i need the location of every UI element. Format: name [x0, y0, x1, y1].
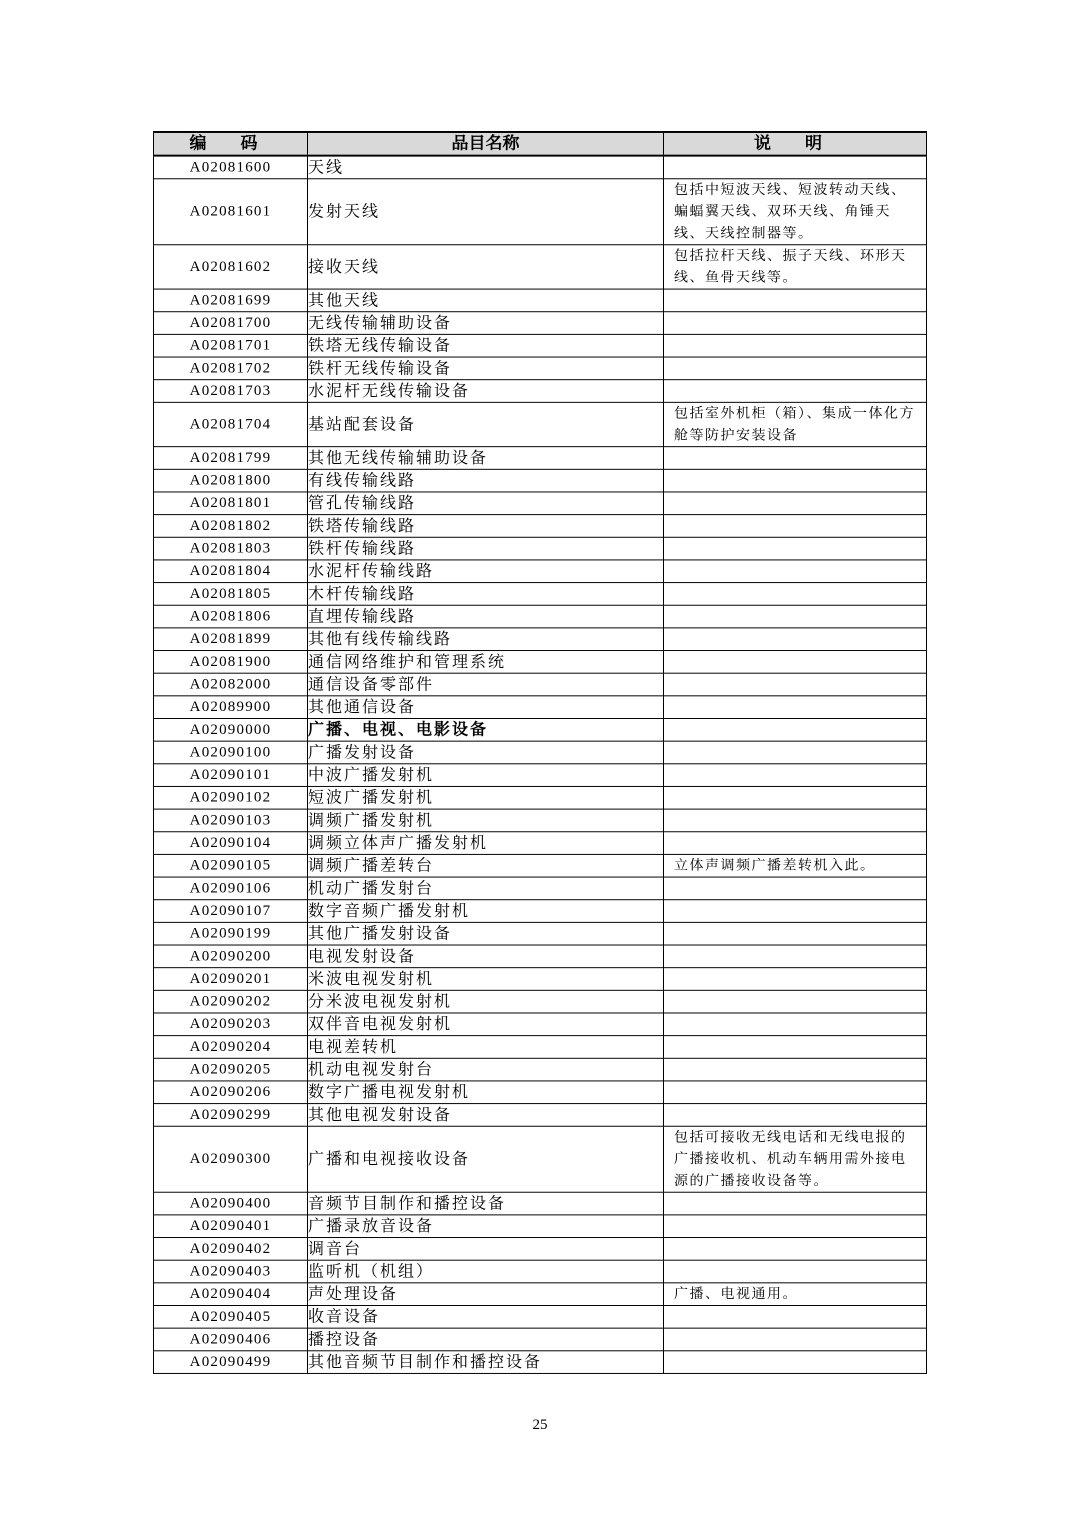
item-name: 直埋传输线路: [308, 605, 664, 628]
table-row: [154, 945, 927, 968]
table-row: [154, 583, 927, 606]
item-name: 其他天线: [308, 289, 664, 312]
table-row: [154, 832, 927, 855]
item-code: A02090103: [154, 809, 308, 832]
item-note: [664, 583, 927, 606]
item-code: A02090202: [154, 990, 308, 1013]
table-row: [154, 1260, 927, 1283]
item-name: 调音台: [308, 1238, 664, 1261]
item-code: A02090200: [154, 945, 308, 968]
item-code: A02081806: [154, 605, 308, 628]
item-code: A02090104: [154, 832, 308, 855]
item-name: 发射天线: [308, 179, 664, 245]
table-row: [154, 1328, 927, 1351]
item-note: [664, 1192, 927, 1215]
item-name: 铁塔传输线路: [308, 515, 664, 538]
item-code: A02081700: [154, 312, 308, 335]
item-note: [664, 945, 927, 968]
item-code: A02081805: [154, 583, 308, 606]
item-note: [664, 651, 927, 674]
item-note: [664, 628, 927, 651]
item-note: [664, 1215, 927, 1238]
item-note: [664, 832, 927, 855]
table-row: [154, 156, 927, 179]
item-note: [664, 1104, 927, 1127]
table-row: [154, 179, 927, 245]
table-row: [154, 786, 927, 809]
item-name: 米波电视发射机: [308, 968, 664, 991]
item-note: [664, 741, 927, 764]
item-name: 分米波电视发射机: [308, 990, 664, 1013]
item-code: A02090105: [154, 854, 308, 877]
table-row: [154, 1192, 927, 1215]
item-code: A02090405: [154, 1305, 308, 1328]
item-name: 有线传输线路: [308, 469, 664, 492]
item-code: A02090199: [154, 922, 308, 945]
item-note: 包括中短波天线、短波转动天线、蝙蝠翼天线、双环天线、角锤天线、天线控制器等。: [664, 179, 927, 245]
item-note: 包括可接收无线电话和无线电报的广播接收机、机动车辆用需外接电源的广播接收设备等。: [664, 1126, 927, 1192]
table-row: [154, 492, 927, 515]
item-name: 木杆传输线路: [308, 583, 664, 606]
item-note: [664, 447, 927, 470]
item-note: [664, 696, 927, 719]
table-row: [154, 1058, 927, 1081]
table-row: [154, 1305, 927, 1328]
item-name: 通信网络维护和管理系统: [308, 651, 664, 674]
item-name: 短波广播发射机: [308, 786, 664, 809]
table-row: [154, 651, 927, 674]
item-note: [664, 968, 927, 991]
item-note: [664, 922, 927, 945]
item-note: [664, 357, 927, 380]
item-code: A02090100: [154, 741, 308, 764]
item-note: [664, 334, 927, 357]
item-name: 广播和电视接收设备: [308, 1126, 664, 1192]
item-name: 广播、电视、电影设备: [308, 718, 664, 741]
item-code: A02090102: [154, 786, 308, 809]
item-name: 电视发射设备: [308, 945, 664, 968]
item-note: [664, 1328, 927, 1351]
item-code: A02081702: [154, 357, 308, 380]
item-name: 铁杆传输线路: [308, 537, 664, 560]
item-note: 广播、电视通用。: [664, 1283, 927, 1306]
item-code: A02081803: [154, 537, 308, 560]
item-code: A02081802: [154, 515, 308, 538]
item-code: A02090406: [154, 1328, 308, 1351]
table-row: [154, 877, 927, 900]
item-note: [664, 492, 927, 515]
table-row: [154, 469, 927, 492]
item-name: 无线传输辅助设备: [308, 312, 664, 335]
table-row: [154, 741, 927, 764]
table-row: [154, 447, 927, 470]
item-code: A02090404: [154, 1283, 308, 1306]
table-row: [154, 628, 927, 651]
item-note: [664, 1058, 927, 1081]
item-code: A02081701: [154, 334, 308, 357]
item-code: A02081801: [154, 492, 308, 515]
header-code: 编 码: [154, 132, 308, 156]
table-row: [154, 357, 927, 380]
table-row: [154, 1215, 927, 1238]
item-name: 调频立体声广播发射机: [308, 832, 664, 855]
item-name: 通信设备零部件: [308, 673, 664, 696]
item-code: A02089900: [154, 696, 308, 719]
item-name: 其他有线传输线路: [308, 628, 664, 651]
table-row: [154, 968, 927, 991]
item-note: [664, 515, 927, 538]
page-number: 25: [532, 1417, 548, 1433]
item-name: 调频广播差转台: [308, 854, 664, 877]
item-name: 播控设备: [308, 1328, 664, 1351]
item-code: A02090400: [154, 1192, 308, 1215]
catalog-table: [153, 131, 927, 1374]
table-row: [154, 809, 927, 832]
item-name: 其他电视发射设备: [308, 1104, 664, 1127]
item-name: 电视差转机: [308, 1036, 664, 1059]
item-code: A02090101: [154, 764, 308, 787]
item-name: 数字音频广播发射机: [308, 900, 664, 923]
item-note: [664, 289, 927, 312]
item-name: 天线: [308, 156, 664, 179]
table-header: [154, 132, 927, 156]
header-row: [154, 132, 927, 156]
item-note: [664, 156, 927, 179]
item-note: [664, 764, 927, 787]
item-code: A02090203: [154, 1013, 308, 1036]
item-code: A02081804: [154, 560, 308, 583]
item-code: A02090000: [154, 718, 308, 741]
item-name: 收音设备: [308, 1305, 664, 1328]
item-name: 水泥杆传输线路: [308, 560, 664, 583]
item-name: 广播发射设备: [308, 741, 664, 764]
item-name: 机动广播发射台: [308, 877, 664, 900]
item-code: A02082000: [154, 673, 308, 696]
table-row: [154, 900, 927, 923]
item-code: A02081799: [154, 447, 308, 470]
item-note: [664, 786, 927, 809]
table-row: [154, 560, 927, 583]
item-code: A02090106: [154, 877, 308, 900]
table-body: [154, 156, 927, 1374]
item-note: [664, 1351, 927, 1374]
table-row: [154, 1013, 927, 1036]
item-name: 铁杆无线传输设备: [308, 357, 664, 380]
item-code: A02081900: [154, 651, 308, 674]
item-note: [664, 718, 927, 741]
item-code: A02081601: [154, 179, 308, 245]
table-row: [154, 312, 927, 335]
item-code: A02081704: [154, 402, 308, 446]
item-name: 其他音频节目制作和播控设备: [308, 1351, 664, 1374]
item-code: A02090401: [154, 1215, 308, 1238]
item-name: 监听机（机组）: [308, 1260, 664, 1283]
item-code: A02090205: [154, 1058, 308, 1081]
item-name: 水泥杆无线传输设备: [308, 380, 664, 403]
item-note: [664, 380, 927, 403]
item-note: [664, 560, 927, 583]
item-name: 调频广播发射机: [308, 809, 664, 832]
item-name: 其他通信设备: [308, 696, 664, 719]
item-code: A02090402: [154, 1238, 308, 1261]
item-code: A02081800: [154, 469, 308, 492]
table-row: [154, 1036, 927, 1059]
item-code: A02090299: [154, 1104, 308, 1127]
table-row: [154, 1238, 927, 1261]
item-name: 机动电视发射台: [308, 1058, 664, 1081]
item-name: 管孔传输线路: [308, 492, 664, 515]
table-row: [154, 402, 927, 446]
item-name: 其他无线传输辅助设备: [308, 447, 664, 470]
table-row: [154, 764, 927, 787]
item-code: A02090403: [154, 1260, 308, 1283]
item-note: [664, 1260, 927, 1283]
table-row: [154, 289, 927, 312]
table-row: [154, 245, 927, 289]
table-row: [154, 673, 927, 696]
item-note: [664, 990, 927, 1013]
header-name: 品目名称: [308, 132, 664, 156]
table-row: [154, 334, 927, 357]
table-row: [154, 1104, 927, 1127]
item-note: [664, 537, 927, 560]
item-note: [664, 673, 927, 696]
item-note: [664, 1238, 927, 1261]
item-name: 声处理设备: [308, 1283, 664, 1306]
item-note: [664, 900, 927, 923]
item-note: 包括室外机柜（箱）、集成一体化方舱等防护安装设备: [664, 402, 927, 446]
item-note: 包括拉杆天线、振子天线、环形天线、鱼骨天线等。: [664, 245, 927, 289]
table-row: [154, 854, 927, 877]
table-row: [154, 605, 927, 628]
item-name: 双伴音电视发射机: [308, 1013, 664, 1036]
item-name: 接收天线: [308, 245, 664, 289]
item-name: 音频节目制作和播控设备: [308, 1192, 664, 1215]
table-row: [154, 515, 927, 538]
item-code: A02090204: [154, 1036, 308, 1059]
item-note: [664, 469, 927, 492]
item-note: [664, 1305, 927, 1328]
item-note: [664, 809, 927, 832]
table-row: [154, 537, 927, 560]
table-row: [154, 1351, 927, 1374]
item-code: A02090107: [154, 900, 308, 923]
item-note: [664, 1036, 927, 1059]
item-note: 立体声调频广播差转机入此。: [664, 854, 927, 877]
item-note: [664, 312, 927, 335]
item-code: A02081703: [154, 380, 308, 403]
item-code: A02090300: [154, 1126, 308, 1192]
item-name: 广播录放音设备: [308, 1215, 664, 1238]
header-note: 说 明: [664, 132, 927, 156]
item-note: [664, 1081, 927, 1104]
item-note: [664, 877, 927, 900]
item-name: 其他广播发射设备: [308, 922, 664, 945]
item-name: 中波广播发射机: [308, 764, 664, 787]
table-row: [154, 1126, 927, 1192]
item-code: A02090201: [154, 968, 308, 991]
table-row: [154, 380, 927, 403]
item-code: A02081899: [154, 628, 308, 651]
table-row: [154, 922, 927, 945]
item-code: A02090206: [154, 1081, 308, 1104]
table-row: [154, 990, 927, 1013]
item-code: A02081600: [154, 156, 308, 179]
item-note: [664, 1013, 927, 1036]
table-row: [154, 696, 927, 719]
table-row: [154, 718, 927, 741]
item-name: 基站配套设备: [308, 402, 664, 446]
item-code: A02081699: [154, 289, 308, 312]
item-code: A02081602: [154, 245, 308, 289]
item-name: 数字广播电视发射机: [308, 1081, 664, 1104]
item-name: 铁塔无线传输设备: [308, 334, 664, 357]
table-row: [154, 1081, 927, 1104]
item-note: [664, 605, 927, 628]
table-row: [154, 1283, 927, 1306]
item-code: A02090499: [154, 1351, 308, 1374]
